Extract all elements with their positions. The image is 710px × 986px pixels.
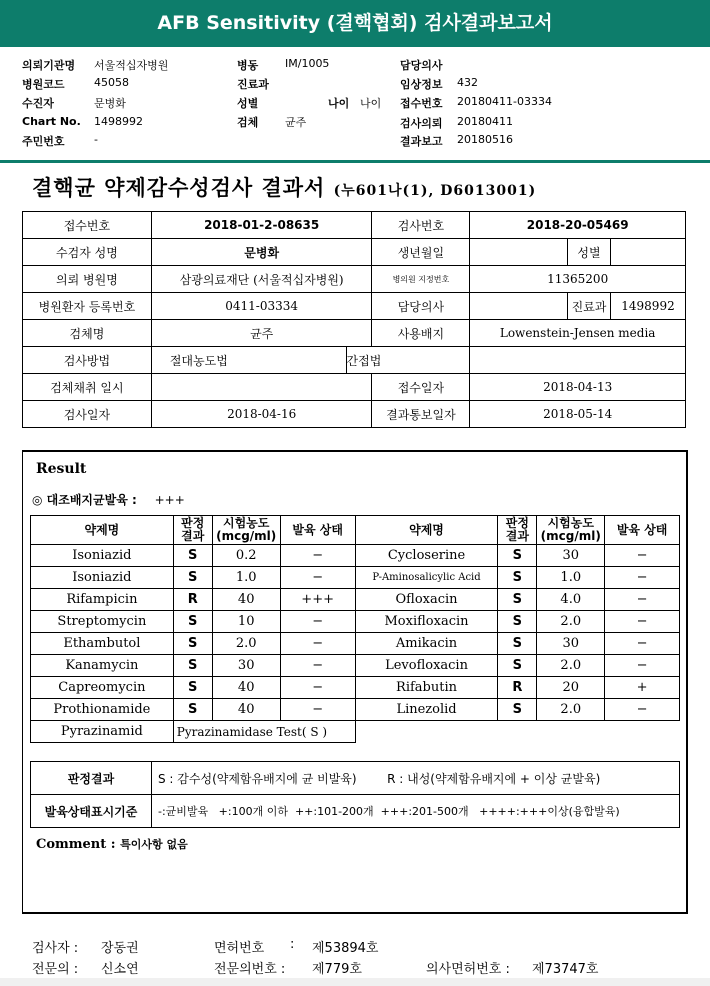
cell: 11365200 [470, 266, 686, 293]
report-value: 20180516 [457, 133, 513, 146]
drug-conc: 30 [537, 633, 605, 655]
doc-license-value: 제73747호 [532, 962, 599, 977]
ward-label: 병동 [237, 59, 259, 72]
drug-growth: − [605, 633, 680, 655]
license-colon: : [290, 937, 295, 952]
code-label: 병원코드 [22, 78, 65, 91]
info-row [23, 212, 686, 239]
drug-growth: + [605, 677, 680, 699]
drug-name: Amikacin [355, 633, 498, 655]
age-value: 나이 [360, 97, 382, 110]
doc-license-label: 의사면허번호 : [426, 962, 510, 977]
rrn-label: 주민번호 [22, 135, 65, 148]
drug-table [30, 515, 680, 743]
drug-growth: − [605, 545, 680, 567]
drug-conc: 30 [537, 545, 605, 567]
title-code: (누601나(1), D6013001) [333, 183, 537, 199]
title-text: 결핵균 약제감수성검사 결과서 [32, 175, 326, 200]
drug-growth: +++ [280, 589, 355, 611]
cell: 검체명 [23, 320, 152, 347]
pza-result: Pyrazinamidase Test( S ) [173, 721, 355, 743]
specialist-label: 전문의 : [32, 962, 79, 977]
drug-row [31, 611, 680, 633]
hospital-label: 의뢰기관명 [22, 59, 76, 72]
judge-text: S : 감수성(약제함유배지에 균 비발육) R : 내성(약제함유배지에 + 이상 균발육) [152, 762, 680, 795]
comment-label: Comment : [36, 837, 116, 852]
license-value: 제53894호 [312, 941, 379, 956]
info-row [23, 401, 686, 428]
cell: 진료과 [568, 293, 611, 320]
growth-label: ◎ 대조배지균발육 : [32, 493, 137, 507]
cell: 2018-01-2-08635 [151, 212, 372, 239]
drug-growth: − [280, 677, 355, 699]
tester-value: 장동권 [101, 941, 139, 956]
dept-label: 진료과 [237, 78, 269, 91]
drug-judge: S [173, 545, 212, 567]
cell: 담당의사 [372, 293, 470, 320]
drug-conc: 40 [212, 589, 280, 611]
cell: 검사일자 [23, 401, 152, 428]
bottom-band [0, 978, 710, 986]
chart-value: 1498992 [94, 115, 143, 128]
specimen-label: 검체 [237, 116, 259, 129]
drug-growth: − [605, 589, 680, 611]
drug-growth: − [280, 699, 355, 721]
cell: 검사방법 [23, 347, 152, 374]
judge-label: 판정결과 [31, 762, 152, 795]
receipt-value: 20180411-03334 [457, 95, 552, 108]
doctor-label: 담당의사 [400, 59, 443, 72]
growth-value: +++ [154, 493, 185, 507]
drug-row [31, 655, 680, 677]
drug-conc: 20 [537, 677, 605, 699]
drug-row [31, 589, 680, 611]
legend-row [31, 762, 680, 795]
drug-name: Isoniazid [31, 545, 174, 567]
cell: 2018-04-16 [151, 401, 372, 428]
control-growth [32, 491, 185, 508]
legend-table [30, 761, 680, 828]
ward-value: IM/1005 [285, 57, 330, 70]
drug-judge: S [498, 655, 537, 677]
header-judge: 판정 결과 [173, 516, 212, 545]
drug-growth: − [280, 633, 355, 655]
cell [470, 293, 568, 320]
drug-conc: 2.0 [537, 611, 605, 633]
report-banner: AFB Sensitivity (결핵협회) 검사결과보고서 [0, 0, 710, 47]
cell: 검체채취 일시 [23, 374, 152, 401]
drug-growth: − [280, 655, 355, 677]
drug-growth: − [605, 567, 680, 589]
result-label: Result [36, 461, 87, 477]
cell [151, 374, 372, 401]
drug-row [31, 633, 680, 655]
drug-conc: 2.0 [537, 655, 605, 677]
drug-growth: − [280, 545, 355, 567]
drug-name: Rifampicin [31, 589, 174, 611]
drug-name: Linezolid [355, 699, 498, 721]
drug-judge: S [498, 545, 537, 567]
header-divider [0, 160, 710, 163]
drug-name: Levofloxacin [355, 655, 498, 677]
cell: 사용배지 [372, 320, 470, 347]
drug-conc: 4.0 [537, 589, 605, 611]
cell [470, 239, 568, 266]
drug-conc: 40 [212, 699, 280, 721]
drug-row [31, 545, 680, 567]
pza-row [31, 721, 680, 743]
document-title [32, 172, 536, 202]
drug-judge: R [498, 677, 537, 699]
sex-label: 성별 [237, 97, 259, 110]
info-row [23, 320, 686, 347]
spec-no-label: 전문의번호 : [214, 962, 286, 977]
header-conc: 시험농도 (mcg/ml) [212, 516, 280, 545]
drug-conc: 1.0 [212, 567, 280, 589]
cell: Lowenstein-Jensen media [470, 320, 686, 347]
patient-label: 수진자 [22, 97, 54, 110]
code-value: 45058 [94, 76, 129, 89]
cell: 문병화 [151, 239, 372, 266]
info-table [22, 211, 686, 428]
cell: 간접법 [346, 347, 470, 374]
drug-growth: − [605, 699, 680, 721]
drug-name: Streptomycin [31, 611, 174, 633]
cell: 2018-05-14 [470, 401, 686, 428]
header-drug: 약제명 [355, 516, 498, 545]
comment-text: 특이사항 없음 [120, 838, 188, 851]
drug-judge: S [498, 567, 537, 589]
cell: 병의원 지정번호 [372, 266, 470, 293]
drug-judge: S [498, 699, 537, 721]
drug-name: Capreomycin [31, 677, 174, 699]
drug-name: Moxifloxacin [355, 611, 498, 633]
drug-judge: S [173, 611, 212, 633]
drug-name: Isoniazid [31, 567, 174, 589]
header-judge: 판정 결과 [498, 516, 537, 545]
cell [470, 347, 686, 374]
cell: 2018-04-13 [470, 374, 686, 401]
cell [611, 239, 686, 266]
clinic-value: 432 [457, 76, 478, 89]
header-growth: 발육 상태 [605, 516, 680, 545]
hospital-value: 서울적십자병원 [94, 59, 169, 72]
info-row [23, 347, 686, 374]
report-label: 결과보고 [400, 135, 443, 148]
pza-empty [355, 721, 679, 743]
drug-judge: S [498, 633, 537, 655]
header-drug: 약제명 [31, 516, 174, 545]
drug-judge: S [173, 567, 212, 589]
drug-conc: 2.0 [537, 699, 605, 721]
drug-conc: 10 [212, 611, 280, 633]
chart-label: Chart No. [22, 115, 81, 128]
clinic-label: 임상정보 [400, 78, 443, 91]
drug-judge: S [498, 589, 537, 611]
info-row [23, 293, 686, 320]
tester-label: 검사자 : [32, 941, 79, 956]
info-row [23, 266, 686, 293]
drug-growth: − [605, 655, 680, 677]
cell: 검사번호 [372, 212, 470, 239]
receipt-label: 접수번호 [400, 97, 443, 110]
drug-row [31, 677, 680, 699]
cell: 삼광의료재단 (서울적십자병원) [151, 266, 372, 293]
drug-conc: 2.0 [212, 633, 280, 655]
drug-header-row [31, 516, 680, 545]
comment [36, 836, 188, 852]
age-label: 나이 [328, 97, 350, 110]
drug-judge: S [173, 633, 212, 655]
drug-name: Rifabutin [355, 677, 498, 699]
header-conc: 시험농도 (mcg/ml) [537, 516, 605, 545]
drug-name: Kanamycin [31, 655, 174, 677]
cell: 1498992 [611, 293, 686, 320]
drug-judge: S [173, 699, 212, 721]
specimen-value: 균주 [285, 116, 307, 129]
license-label: 면허번호 [214, 941, 265, 956]
drug-row [31, 567, 680, 589]
drug-name: P-Aminosalicylic Acid [355, 567, 498, 589]
info-row [23, 239, 686, 266]
drug-judge: S [173, 677, 212, 699]
pza-name: Pyrazinamid [31, 721, 174, 743]
drug-judge: S [498, 611, 537, 633]
drug-conc: 1.0 [537, 567, 605, 589]
cell: 균주 [151, 320, 372, 347]
request-value: 20180411 [457, 115, 513, 128]
drug-growth: − [280, 567, 355, 589]
header-growth: 발육 상태 [280, 516, 355, 545]
drug-body [31, 545, 680, 743]
cell: 2018-20-05469 [470, 212, 686, 239]
drug-name: Prothionamide [31, 699, 174, 721]
specialist-value: 신소연 [101, 962, 139, 977]
legend-row [31, 795, 680, 828]
growth-std-label: 발육상태표시기준 [31, 795, 152, 828]
cell: 결과통보일자 [372, 401, 470, 428]
drug-name: Ethambutol [31, 633, 174, 655]
drug-row [31, 699, 680, 721]
drug-growth: − [280, 611, 355, 633]
drug-conc: 30 [212, 655, 280, 677]
cell: 병원환자 등록번호 [23, 293, 152, 320]
drug-conc: 0.2 [212, 545, 280, 567]
cell: 수검자 성명 [23, 239, 152, 266]
drug-name: Ofloxacin [355, 589, 498, 611]
cell: 생년월일 [372, 239, 470, 266]
info-row [23, 374, 686, 401]
cell: 절대농도법 [151, 347, 346, 374]
drug-conc: 40 [212, 677, 280, 699]
cell: 0411-03334 [151, 293, 372, 320]
rrn-value: - [94, 133, 98, 146]
request-label: 검사의뢰 [400, 117, 443, 130]
cell: 의뢰 병원명 [23, 266, 152, 293]
growth-std-text: -:균비발육 +:100개 이하 ++:101-200개 +++:201-500개 ++++:+++이상(융합발육) [152, 795, 680, 828]
cell: 접수번호 [23, 212, 152, 239]
cell: 접수일자 [372, 374, 470, 401]
drug-judge: S [173, 655, 212, 677]
drug-growth: − [605, 611, 680, 633]
patient-value: 문병화 [94, 97, 126, 110]
drug-name: Cycloserine [355, 545, 498, 567]
drug-judge: R [173, 589, 212, 611]
cell: 성별 [568, 239, 611, 266]
spec-no-value: 제779호 [312, 962, 362, 977]
